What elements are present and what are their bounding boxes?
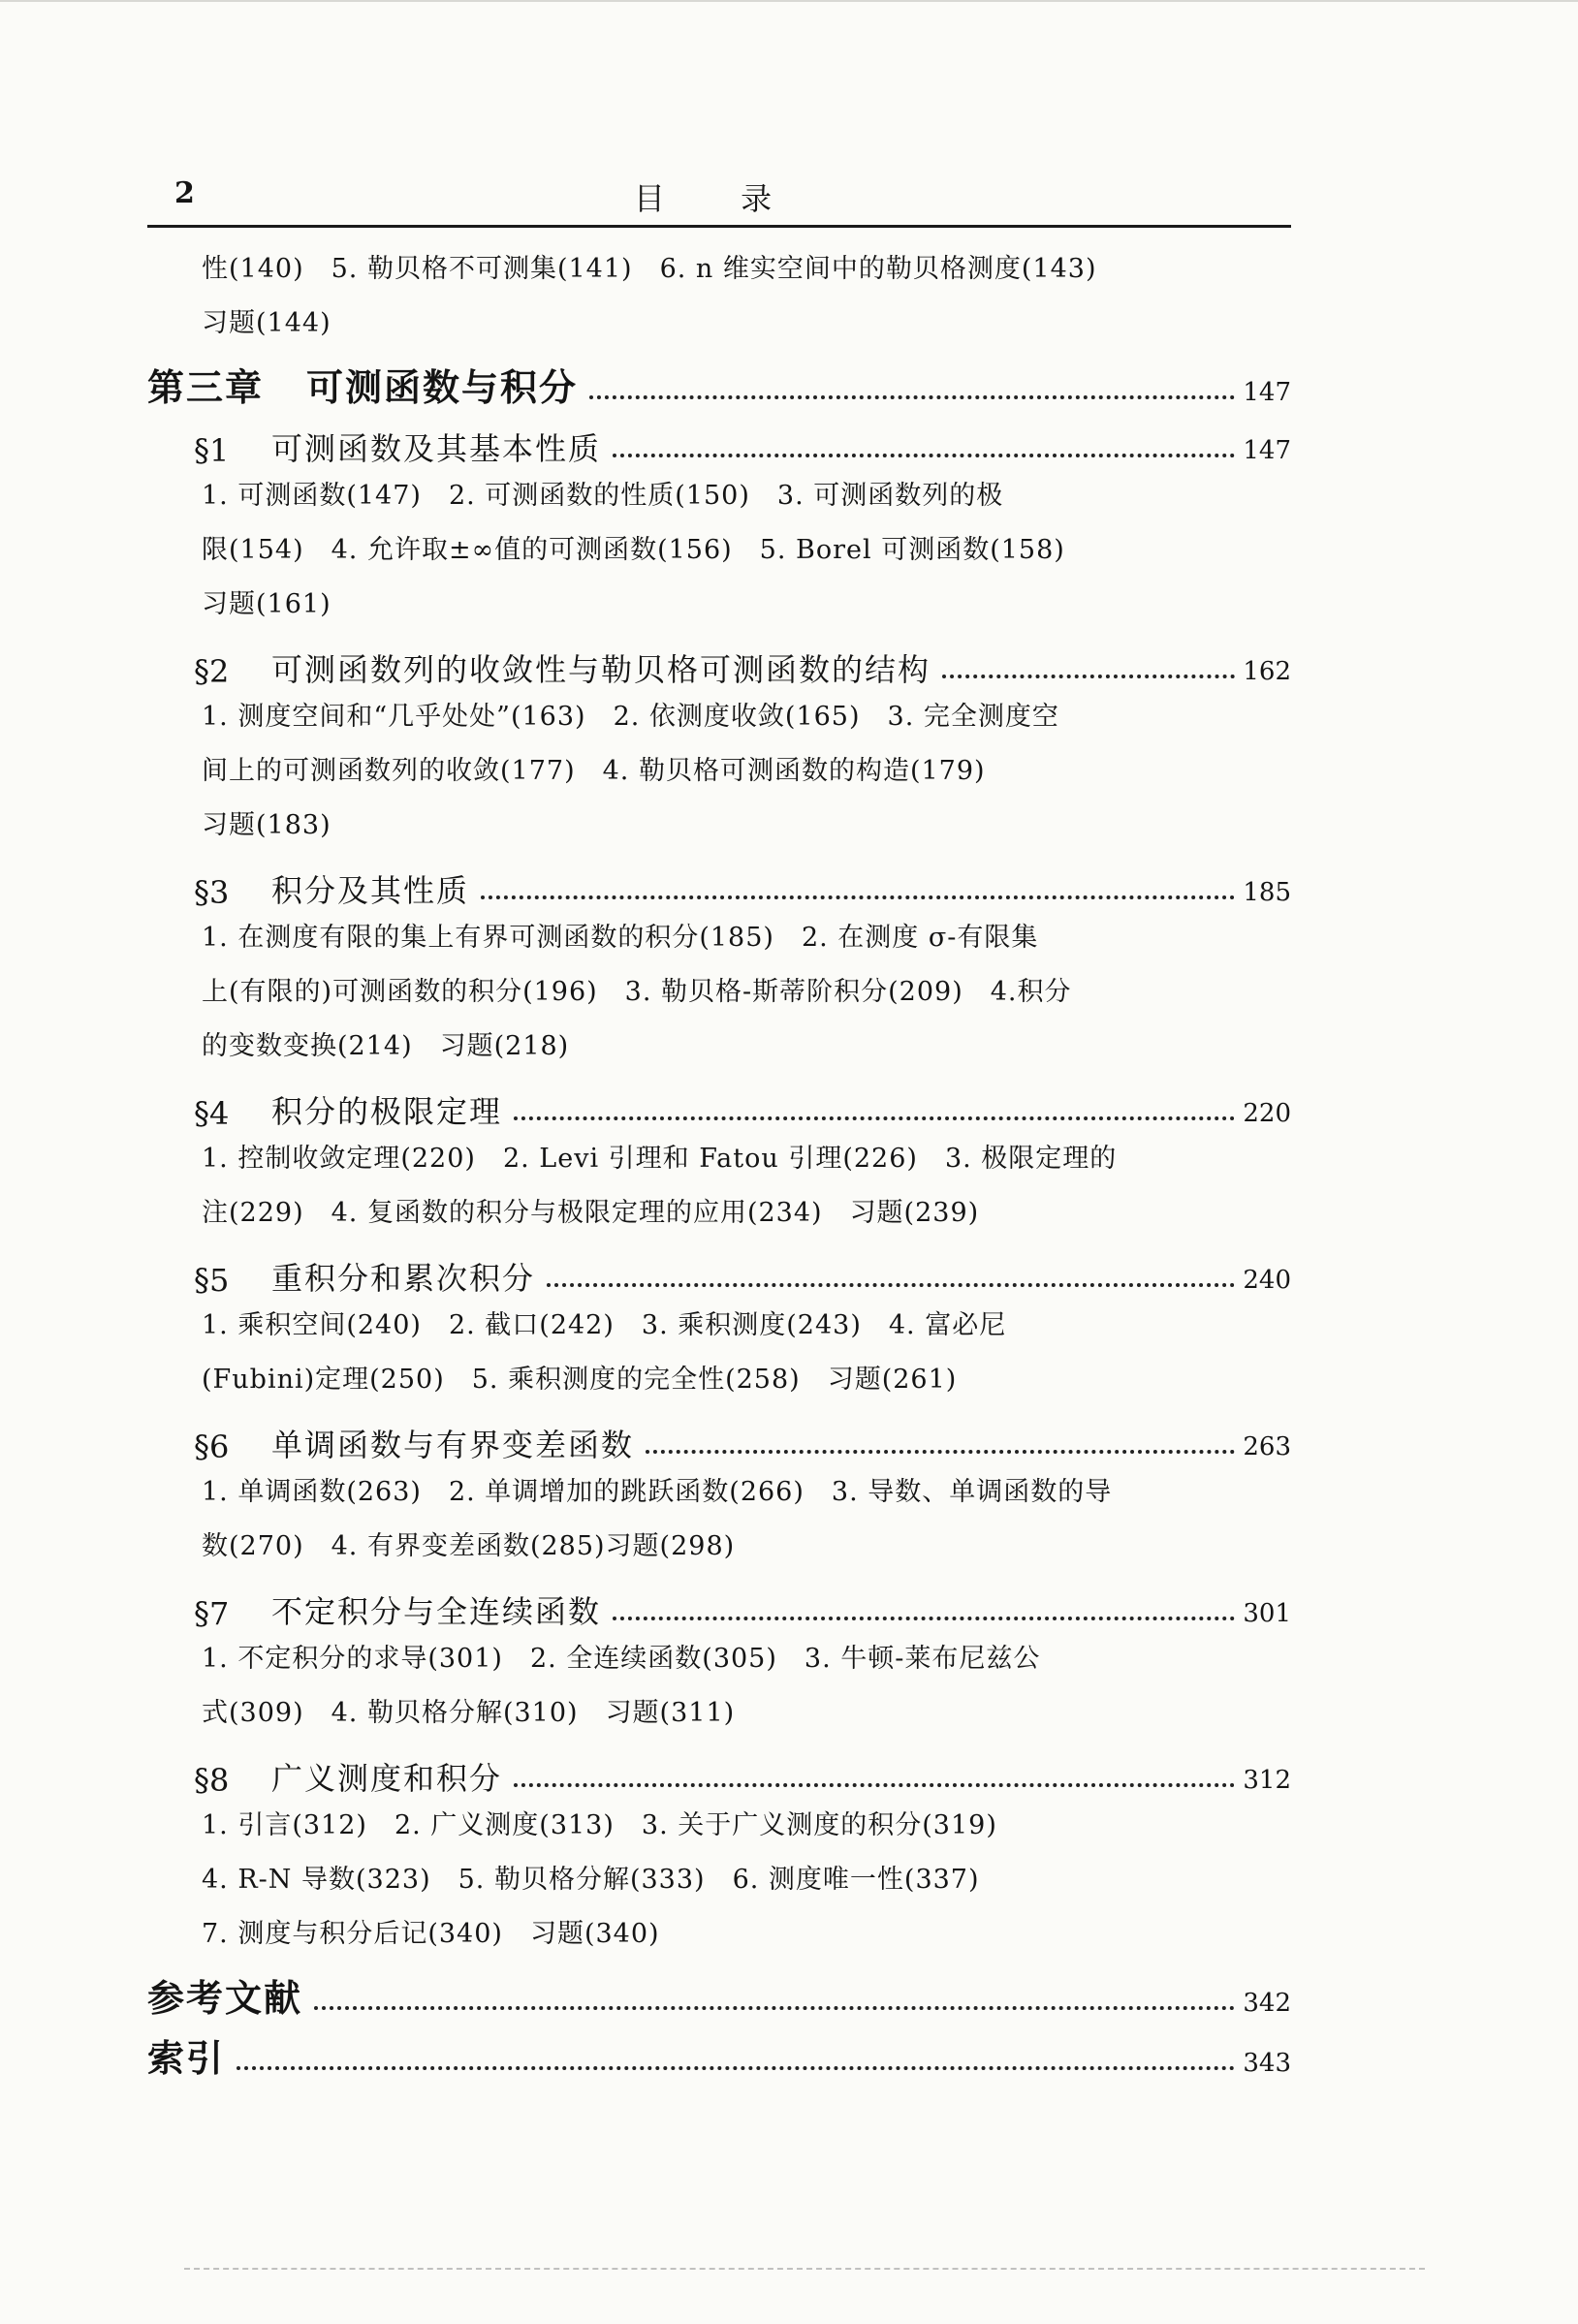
subsection-entry[interactable]: 4. 勒贝格分解(310) [331,1698,579,1728]
dot-leader [589,395,1235,399]
entry-line [202,744,1291,799]
dot-leader [514,1116,1235,1120]
subsection-entry[interactable]: 2. 全连续函数(305) [529,1644,777,1674]
back-matter-entry[interactable] [147,1962,1291,2022]
subsection-entry[interactable]: 注(229) [202,1198,304,1228]
subsection-entry[interactable]: 1. 引言(312) [202,1810,367,1840]
entry-line [202,911,1291,965]
subsection-block [202,911,1291,1074]
subsection-block [202,1632,1291,1741]
subsection-block [202,469,1291,632]
section-page: 240 [1243,1266,1291,1295]
subsection-entry[interactable]: 5. 乘积测度的完全性(258) [471,1365,801,1395]
section-number: §8 [194,1762,230,1799]
subsection-entry[interactable]: 1. 在测度有限的集上有界可测函数的积分(185) [202,923,774,953]
chapter-title: 可测函数与积分 [306,365,579,409]
section-entry[interactable] [194,853,1291,911]
subsection-entry[interactable]: 式(309) [202,1698,304,1728]
subsection-entry[interactable]: 1. 控制收敛定理(220) [202,1144,476,1174]
section-page: 162 [1243,657,1291,686]
section-number: §3 [194,874,230,911]
section-title: 可测函数列的收敛性与勒贝格可测函数的结构 [271,651,931,688]
chapter-page: 147 [1243,378,1291,407]
subsection-entry[interactable]: 数(270) [202,1531,304,1561]
section-title: 单调函数与有界变差函数 [271,1427,635,1463]
subsection-entry[interactable]: 3. 牛顿-莱布尼兹公 [804,1644,1041,1674]
dot-leader [613,454,1235,457]
subsection-entry[interactable]: 3. 勒贝格-斯蒂阶积分(209) [624,977,963,1007]
subsection-entry[interactable]: 5. Borel 可测函数(158) [759,535,1065,565]
section-title: 重积分和累次积分 [271,1260,536,1297]
subsection-entry[interactable]: 3. 乘积测度(243) [641,1310,862,1340]
entry-line [202,1186,1291,1241]
entry-line [202,242,1291,297]
section-entry[interactable] [194,1241,1291,1299]
entry-line [202,1853,1291,1907]
continuation-entries [202,242,1291,351]
chapter-number: 第三章 [147,365,265,409]
page-header [147,173,1291,227]
section-title: 不定积分与全连续函数 [271,1593,602,1630]
section-page: 147 [1243,436,1291,465]
entry-line [202,469,1291,523]
subsection-entry[interactable]: 1. 可测函数(147) [202,481,422,511]
back-matter-title: 参考文献 [147,1976,303,2020]
section-page: 220 [1243,1099,1291,1128]
subsection-entry[interactable]: 2. Levi 引理和 Fatou 引理(226) [502,1144,918,1174]
section-title: 可测函数及其基本性质 [271,430,602,467]
dot-leader [514,1783,1235,1787]
section-number: §2 [194,653,230,690]
subsection-entry[interactable]: 1. 单调函数(263) [202,1477,422,1507]
subsection-entry[interactable]: 限(154) [202,535,304,565]
section-page: 301 [1243,1599,1291,1628]
entry-line [202,297,1291,351]
back-matter-list [147,1962,1291,2082]
section-title: 广义测度和积分 [271,1760,503,1797]
section-number: §4 [194,1095,230,1132]
dot-leader [547,1283,1235,1287]
subsection-entry[interactable]: 习题(239) [849,1198,980,1228]
subsection-block [202,1465,1291,1574]
dot-leader [237,2066,1235,2070]
section-entry[interactable] [194,411,1291,469]
entry-line [202,690,1291,744]
entry-line [202,523,1291,578]
dot-leader [646,1450,1235,1454]
subsection-entry[interactable]: 4. 勒贝格可测函数的构造(179) [602,756,986,786]
dot-leader [942,675,1235,678]
section-page: 185 [1243,878,1291,907]
scan-artifact [184,2266,1425,2270]
section-page: 263 [1243,1432,1291,1461]
subsection-entry[interactable]: 习题(261) [827,1365,958,1395]
dot-leader [613,1617,1235,1620]
page-number: 2 [174,176,195,210]
subsection-entry[interactable]: 4. 复函数的积分与极限定理的应用(234) [331,1198,823,1228]
subsection-entry[interactable]: 5. 勒贝格不可测集(141) [331,254,633,284]
back-matter-page: 342 [1243,1989,1291,2018]
subsection-entry[interactable]: 1. 乘积空间(240) [202,1310,422,1340]
entry-line [202,1465,1291,1520]
section-number: §7 [194,1595,230,1632]
subsection-entry[interactable]: 间上的可测函数列的收敛(177) [202,756,576,786]
page-edge [0,0,1578,2]
entry-line [202,799,1291,853]
subsection-entry[interactable]: 2. 单调增加的跳跃函数(266) [448,1477,805,1507]
subsection-entry[interactable]: 2. 截口(242) [448,1310,615,1340]
dot-leader [481,895,1235,899]
entry-line [202,1299,1291,1353]
subsection-entry[interactable]: 3. 关于广义测度的积分(319) [641,1810,997,1840]
section-title: 积分及其性质 [271,872,470,909]
subsection-block [202,1799,1291,1962]
section-entry[interactable] [194,1407,1291,1465]
dot-leader [314,2006,1235,2010]
entry-line [202,578,1291,632]
section-entry[interactable] [194,1074,1291,1132]
subsection-entry[interactable]: 3. 完全测度空 [887,702,1059,732]
subsection-entry[interactable]: 1. 测度空间和“几乎处处”(163) [202,702,586,732]
entry-line [202,1020,1291,1074]
subsection-entry[interactable]: 6. 测度唯一性(337) [732,1865,980,1895]
section-title: 积分的极限定理 [271,1093,503,1130]
subsection-entry[interactable]: 3. 可测函数列的极 [776,481,1004,511]
subsection-entry[interactable]: 性(140) [202,254,304,284]
subsection-entry[interactable]: 6. n 维实空间中的勒贝格测度(143) [659,254,1097,284]
subsection-entry[interactable]: 2. 可测函数的性质(150) [448,481,750,511]
subsection-entry[interactable]: (Fubini)定理(250) [202,1365,445,1395]
section-entry[interactable] [194,632,1291,690]
subsection-entry[interactable]: 7. 测度与积分后记(340) [202,1919,503,1949]
section-number: §6 [194,1429,230,1465]
subsection-entry[interactable]: 的变数变换(214) [202,1031,413,1061]
entry-line [202,1632,1291,1686]
subsection-entry[interactable]: 2. 广义测度(313) [394,1810,615,1840]
subsection-entry[interactable]: 4. 允许取±∞值的可测函数(156) [331,535,733,565]
entry-line [202,1132,1291,1186]
section-page: 312 [1243,1766,1291,1795]
entry-line [202,1353,1291,1407]
section-number: §5 [194,1262,230,1299]
entry-line [202,1520,1291,1574]
subsection-entry[interactable]: 5. 勒贝格分解(333) [458,1865,706,1895]
table-of-contents [147,242,1291,2082]
subsection-entry[interactable]: 2. 在测度 σ-有限集 [801,923,1039,953]
running-title: 目 录 [633,180,805,217]
entry-line [202,965,1291,1020]
subsection-entry[interactable]: 习题(340) [529,1919,660,1949]
subsection-block [202,690,1291,853]
subsection-entry[interactable]: 4.积分 [990,977,1072,1007]
chapter-entry[interactable] [147,351,1291,411]
subsection-entry[interactable]: 习题(144) [202,308,331,338]
subsection-entry[interactable]: 3. 导数、单调函数的导 [831,1477,1113,1507]
subsection-entry[interactable]: 2. 依测度收敛(165) [613,702,861,732]
entry-line [202,1799,1291,1853]
section-entry[interactable] [194,1574,1291,1632]
subsection-entry[interactable]: 3. 极限定理的 [944,1144,1118,1174]
subsection-entry[interactable]: 1. 不定积分的求导(301) [202,1644,503,1674]
subsection-entry[interactable]: 4. R-N 导数(323) [202,1865,431,1895]
subsection-entry[interactable]: 4. 富必尼 [888,1310,1007,1340]
subsection-entry[interactable]: 习题(183) [202,810,331,840]
header-rule [147,225,1291,228]
entry-line [202,1907,1291,1962]
subsection-entry[interactable]: 习题(218) [439,1031,570,1061]
subsection-entry[interactable]: 上(有限的)可测函数的积分(196) [202,977,598,1007]
subsection-block [202,1132,1291,1241]
back-matter-title: 索引 [147,2036,226,2080]
back-matter-entry[interactable] [147,2022,1291,2082]
subsection-entry[interactable]: 习题(161) [202,589,331,619]
subsection-entry[interactable]: 4. 有界变差函数(285)习题(298) [331,1531,736,1561]
subsection-entry[interactable]: 习题(311) [605,1698,736,1728]
section-entry[interactable] [194,1741,1291,1799]
section-number: §1 [194,432,230,469]
entry-line [202,1686,1291,1741]
subsection-block [202,1299,1291,1407]
back-matter-page: 343 [1243,2049,1291,2078]
section-list [147,411,1291,1962]
